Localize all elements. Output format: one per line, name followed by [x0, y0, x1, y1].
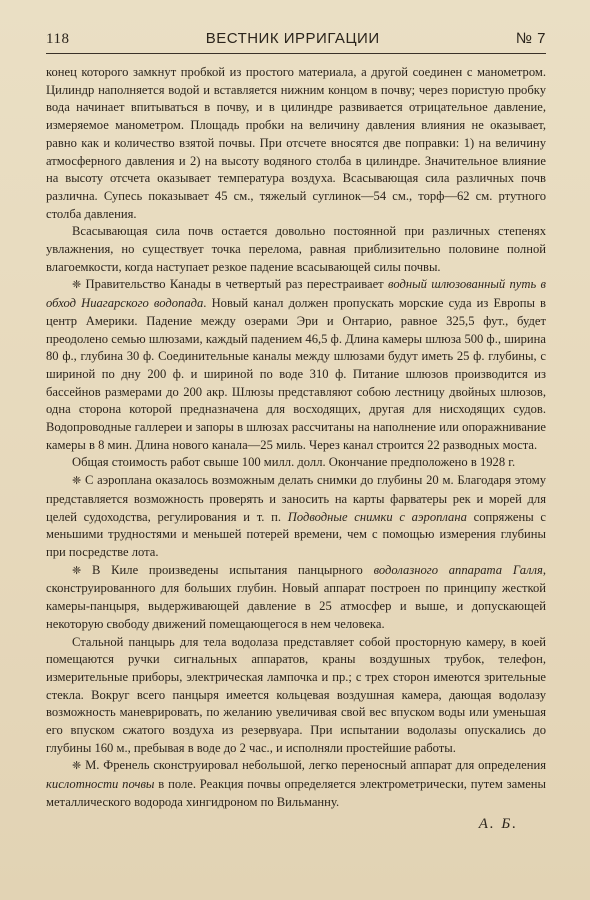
section-mark-icon: ❈ — [72, 760, 82, 773]
page-number: 118 — [46, 31, 70, 47]
emphasis-text: водолазного аппарата Галля — [373, 562, 543, 577]
paragraph — [46, 757, 546, 811]
paragraph-text: С аэроплана оказалось возможным делать снимки до глубины 20 м. Благодаря этому представляется возможность проверять и заносить на карты фарватеры рек и морей для целей судоходства, регулирования и т. п. — [46, 473, 546, 524]
page-header — [46, 30, 546, 54]
paragraph-text: М. Френель сконструировал небольшой, легко переносный аппарат для определения — [81, 758, 546, 773]
section-mark-icon: ❈ — [72, 279, 82, 292]
section-mark-icon: ❈ — [72, 564, 82, 577]
emphasis-text: Подводные снимки с аэроплана — [287, 509, 467, 524]
paragraph — [46, 276, 546, 454]
paragraph-text: . Новый канал должен пропускать морские суда из Европы в центр Америки. Падение между озерами Эри и Онтарио, равное 325,5 фут., будет преодолено семью шлюзами, каждый падением 46,5 ф. Длина камеры шлюза 500 ф., ширина 80 ф., глубина 30 ф. Соединительные каналы между шлюзами будут иметь 25 ф. глубины, с шириной по дну 200 ф. и шириной по воде 310 ф. Питание шлюзов производится из бассейнов размерами до 200 акр. Шлюзы представляют собою лестницу двойных шлюзов, одна сторона которой предназначена для восходящих, другая для нисходящих судов. Водопроводные галлереи и запоры в шлюзах рассчитаны на наполнение или опоражнивание камеры в 8 мин. Длина нового канала—25 миль. Через канал строится 22 разводных моста. — [46, 296, 546, 452]
emphasis-text: водный шлюзованный путь в обход Ниагарского водопада — [46, 277, 547, 311]
paragraph: Стальной панцырь для тела водолаза представляет собой просторную камеру, в коей помещаются ручки сигнальных аппаратов, краны воздушных трубок, телефон, измерительные приборы, электрическая лампочка и пр.; с трех сторон имеются зрительные стекла. Вокруг всего панцыря имеется кольцевая воздушная камера, дающая водолазу возможность маневрировать, по желанию увеличивая свой вес впуском воды или уменьшая его впуском сжатого воздуха из резервуара. При испытании водолазы опускались до глубины 160 м., пребывая в воде до 2 час., и исполняли простейшие работы. — [46, 634, 546, 755]
paragraph: конец которого замкнут пробкой из простого материала, а другой соединен с манометром. Цилиндр наполняется водой и вставляется нижним концом в почву; через пористую пробку вода начинает впитываться в почву, и в цилиндре развивается отрицательное давление, измеряемое манометром. Площадь пробки на величину давления влияния не оказывает, равно как и количество взятой почвы. При отсчете вносятся две поправки: 1) на величину атмосферного давления и 2) на высоту водяного столба в цилиндре. Значительное влияние на высоту отсчета оказывает температура воздуха. Всасывающая сила различных почв различна. Супесь показывает 45 см., тяжелый суглинок—54 см., торф—62 см. ртутного столба давления. — [46, 65, 546, 221]
issue-number: № 7 — [515, 30, 546, 47]
paragraph — [46, 472, 546, 562]
emphasis-text: кислотности почвы — [46, 777, 155, 792]
paragraph-text: в поле. Реакция почвы определяется электрометрически, путем замены металлического водорода хингидроном по Вильманну. — [46, 777, 546, 809]
journal-title: ВЕСТНИК ИРРИГАЦИИ — [205, 30, 380, 47]
paragraph: Всасывающая сила почв остается довольно постоянной при различных степенях увлажнения, но существует точка перелома, равная приблизительно половине полной влагоемкости, когда наступает резкое падение всасывающей силы почвы. — [46, 224, 546, 274]
paragraph-text: сопряжены с меньшими трудностями и меньшей потерей времени, чем с помощью измерения глубины при посредстве лота. — [46, 509, 546, 559]
section-mark-icon: ❈ — [72, 475, 82, 488]
paragraph — [46, 562, 546, 634]
paragraph-text: В Киле произведены испытания панцырного — [81, 562, 374, 577]
paragraph-text: , сконструированного для больших глубин. Новый аппарат построен по принципу жесткой камеры-панцыря, выдерживающей давление в 25 атмосфер и выше, и допускающей некоторую свободу движений помещающегося в нем человека. — [46, 562, 546, 631]
paragraph: Общая стоимость работ свыше 100 милл. долл. Окончание предположено в 1928 г. — [72, 455, 516, 470]
article-body — [46, 64, 546, 833]
author-signature: А. Б. — [478, 815, 518, 832]
paragraph-text: Правительство Канады в четвертый раз перестраивает — [81, 277, 389, 292]
